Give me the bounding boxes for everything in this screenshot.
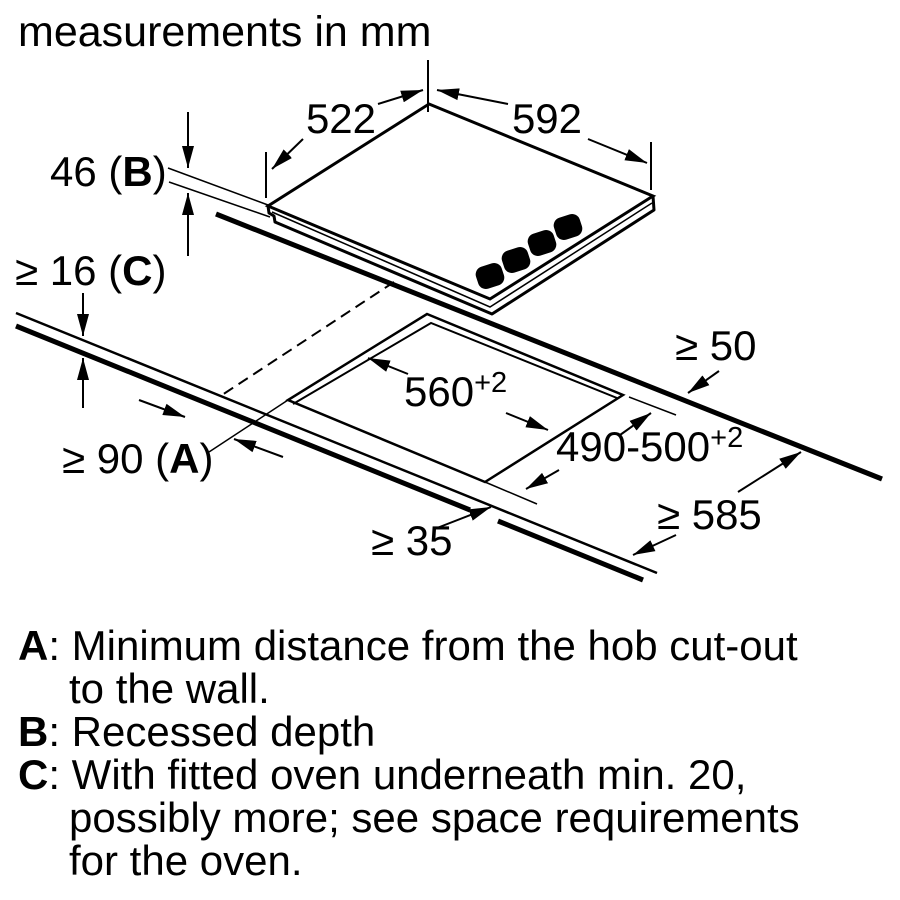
dim-585-label: ≥ 585 [657,491,762,538]
legend-text-a: : Minimum distance from the hob cut-out [48,622,798,669]
dim-585-arrow-front [633,535,676,555]
legend-key-b: B [18,708,49,755]
legend-item-a [18,624,878,667]
cutout-corner-extension-line-front [485,482,537,504]
dim-522-arrow-right [378,90,423,104]
dim-560-label: $560^{+2}$ [404,367,508,415]
dim-16-label: ≥ 16 (C) [15,247,167,294]
legend-text-c: : With fitted oven underneath min. 20, [48,751,747,798]
legend-text-c-cont-2: for the oven. [69,837,303,884]
legend-item-c [18,753,878,796]
dim-90-label: ≥ 90 (A) [62,435,214,482]
dim-50-arrow [688,371,719,393]
legend-text-a-cont: to the wall. [69,665,270,712]
legend-text-c-cont-1: possibly more; see space requirements [69,794,800,841]
cutout-corner-extension-line-right [629,397,676,415]
worktop-front-edge-bottom-line-right [498,521,643,580]
dim-592-label: 592 [511,95,583,142]
dim-592-arrow-left [437,90,508,104]
dim-90-arrow-right [234,439,283,457]
dim-522-arrow-left [272,139,303,169]
legend-text-b: : Recessed depth [48,708,376,755]
dim-522-label: 522 [305,95,377,142]
dim-490-label: $490-500^{+2}$ [556,422,744,470]
page-title: measurements in mm [18,8,432,56]
dim-46-label: 46 (B) [50,148,167,195]
dim-490-arrow-down [526,470,559,489]
legend-key-a: A [18,622,49,669]
dim-50-label: ≥ 50 [675,322,757,369]
dim-585-arrow-back [738,452,801,492]
dim-90-arrow-left [139,400,185,417]
legend-key-c: C [18,751,49,798]
dim-35-label: ≥ 35 [371,517,453,564]
legend-item-b [18,710,878,753]
dim-592-arrow-right [588,139,647,163]
legend [18,624,878,882]
